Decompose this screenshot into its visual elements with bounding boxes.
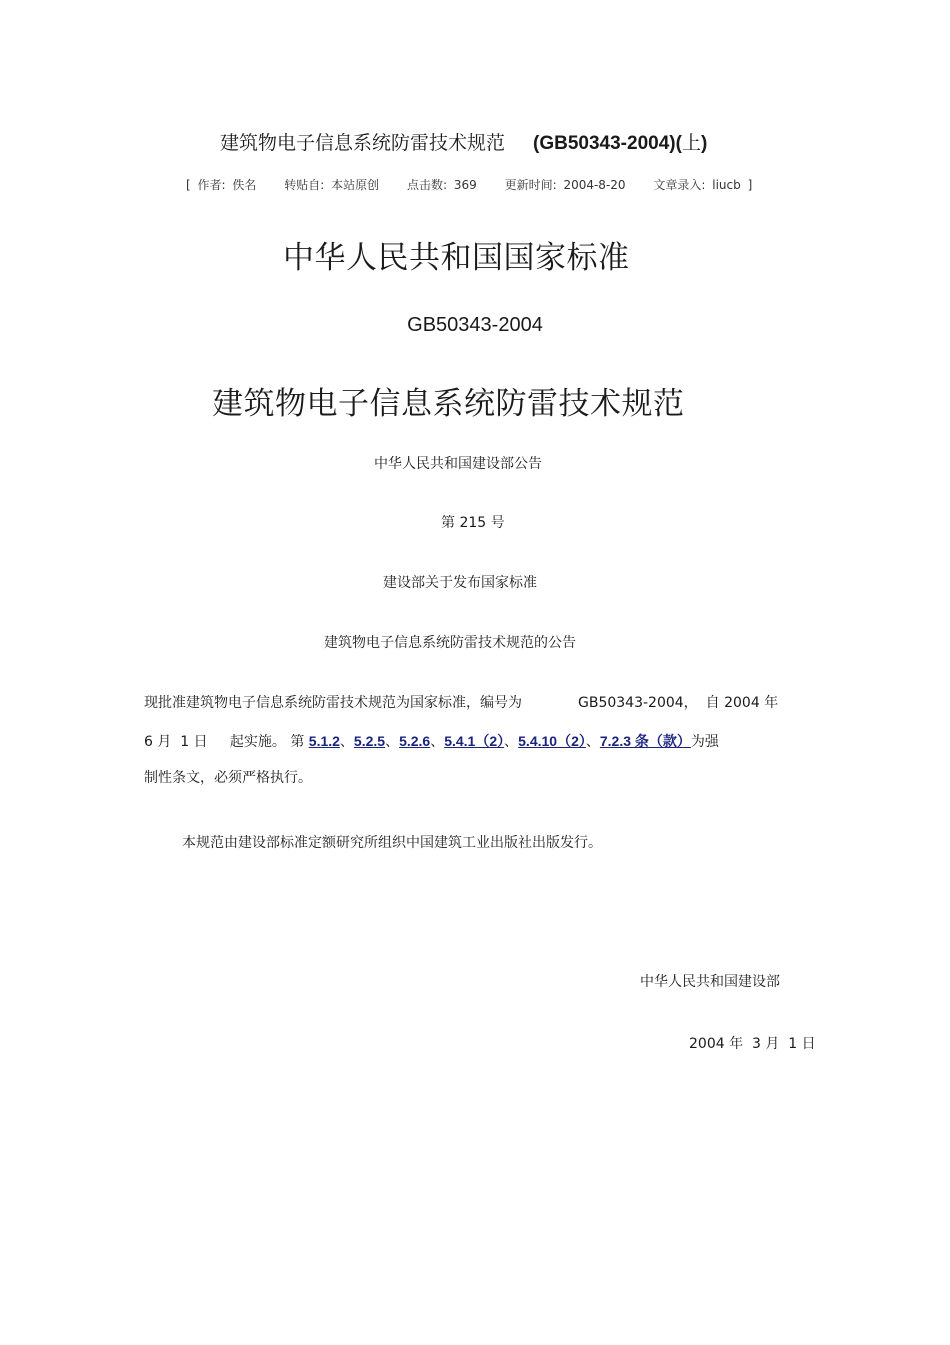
article-meta xyxy=(186,176,755,193)
meta-updated: 2004-8-20 xyxy=(563,178,626,192)
signature-date: 2004 年 3 月 1 日 xyxy=(689,1036,816,1052)
article-code: (GB50343-2004)( xyxy=(533,133,682,154)
clause-link[interactable]: 7.2.3 条（款） xyxy=(599,733,691,749)
body-paragraph-4: 本规范由建设部标准定额研究所组织中国建筑工业出版社出版发行。 xyxy=(182,835,602,851)
article-volume: 上 xyxy=(681,132,701,154)
p2-tail: 为强 xyxy=(690,734,719,750)
article-code-close: ) xyxy=(700,133,708,154)
meta-editor-label: 文章录入: xyxy=(653,178,706,192)
meta-updated-label: 更新时间: xyxy=(504,178,557,192)
meta-author-label: 作者: xyxy=(197,178,226,192)
meta-open-bracket: [ xyxy=(186,178,191,192)
signature-org: 中华人民共和国建设部 xyxy=(640,974,780,990)
standard-code: GB50343-2004 xyxy=(407,314,543,336)
p1-text: 现批准建筑物电子信息系统防雷技术规范为国家标准，编号为 xyxy=(144,695,522,711)
meta-source: 本站原创 xyxy=(331,178,380,192)
p2-text: 6 月 1 日 起实施。 第 xyxy=(144,734,309,750)
standard-title: 建筑物电子信息系统防雷技术规范 xyxy=(212,386,685,422)
clause-link[interactable]: 5.2.5 xyxy=(353,733,386,749)
announcement-line-1: 建设部关于发布国家标准 xyxy=(383,575,537,591)
clause-link[interactable]: 5.1.2 xyxy=(308,733,340,749)
standard-heading: 中华人民共和国国家标准 xyxy=(283,240,630,276)
clause-separator: 、 xyxy=(339,734,354,750)
clause-separator: 、 xyxy=(430,734,445,750)
clause-link[interactable]: 5.4.1（2） xyxy=(444,733,505,749)
clause-separator: 、 xyxy=(504,734,519,750)
announcement-line-2: 建筑物电子信息系统防雷技术规范的公告 xyxy=(324,635,576,651)
announcement-org: 中华人民共和国建设部公告 xyxy=(374,456,542,472)
p1-date: 自 2004 年 xyxy=(705,695,779,711)
clause-separator: 、 xyxy=(585,734,600,750)
body-paragraph-3: 制性条文，必须严格执行。 xyxy=(144,770,312,786)
meta-hits: 369 xyxy=(453,178,477,192)
article-title-text: 建筑物电子信息系统防雷技术规范 xyxy=(220,132,506,154)
meta-author: 佚名 xyxy=(232,178,257,192)
article-title xyxy=(220,128,707,155)
body-paragraph-1 xyxy=(144,692,778,712)
p1-code: GB50343-2004， xyxy=(578,695,698,711)
meta-editor: liucb xyxy=(712,178,741,192)
clause-link[interactable]: 5.2.6 xyxy=(399,733,431,749)
meta-hits-label: 点击数: xyxy=(406,178,447,192)
body-paragraph-2 xyxy=(144,731,719,751)
clause-link[interactable]: 5.4.10（2） xyxy=(518,733,586,749)
clause-separator: 、 xyxy=(385,734,400,750)
meta-close-bracket: ] xyxy=(747,178,753,192)
meta-source-label: 转贴自: xyxy=(284,178,325,192)
announcement-number: 第 215 号 xyxy=(441,515,505,531)
